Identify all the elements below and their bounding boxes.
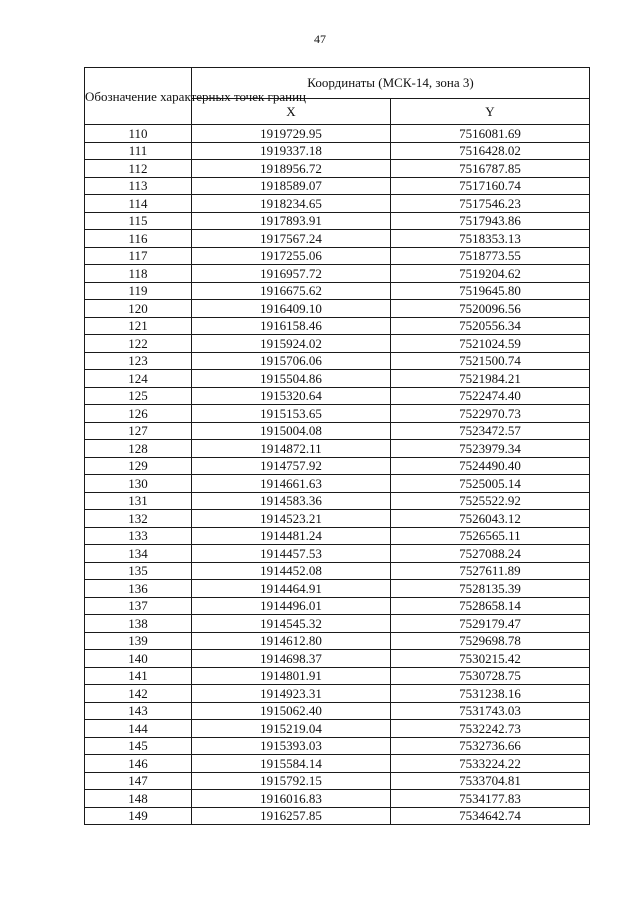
x-coordinate-cell: 1918956.72 (192, 160, 391, 178)
y-coordinate-cell: 7531238.16 (391, 685, 590, 703)
x-coordinate-cell: 1916409.10 (192, 300, 391, 318)
point-id-cell: 115 (85, 212, 192, 230)
y-coordinate-cell: 7517160.74 (391, 177, 590, 195)
table-row (85, 230, 590, 248)
table-row (85, 125, 590, 143)
header-x: X (192, 98, 391, 124)
table-row (85, 650, 590, 668)
point-id-cell: 113 (85, 177, 192, 195)
x-coordinate-cell: 1914496.01 (192, 597, 391, 615)
table-row (85, 212, 590, 230)
y-coordinate-cell: 7517943.86 (391, 212, 590, 230)
x-coordinate-cell: 1915393.03 (192, 737, 391, 755)
table-row (85, 720, 590, 738)
table-row (85, 562, 590, 580)
x-coordinate-cell: 1915320.64 (192, 387, 391, 405)
y-coordinate-cell: 7520556.34 (391, 317, 590, 335)
y-coordinate-cell: 7519204.62 (391, 265, 590, 283)
x-coordinate-cell: 1914872.11 (192, 440, 391, 458)
point-id-cell: 132 (85, 510, 192, 528)
x-coordinate-cell: 1916158.46 (192, 317, 391, 335)
x-coordinate-cell: 1917567.24 (192, 230, 391, 248)
y-coordinate-cell: 7534177.83 (391, 790, 590, 808)
point-id-cell: 148 (85, 790, 192, 808)
table-row (85, 300, 590, 318)
x-coordinate-cell: 1914698.37 (192, 650, 391, 668)
point-id-cell: 139 (85, 632, 192, 650)
x-coordinate-cell: 1915153.65 (192, 405, 391, 423)
y-coordinate-cell: 7527088.24 (391, 545, 590, 563)
y-coordinate-cell: 7521024.59 (391, 335, 590, 353)
table-row (85, 702, 590, 720)
point-id-cell: 130 (85, 475, 192, 493)
x-coordinate-cell: 1914481.24 (192, 527, 391, 545)
y-coordinate-cell: 7529179.47 (391, 615, 590, 633)
x-coordinate-cell: 1914583.36 (192, 492, 391, 510)
y-coordinate-cell: 7528658.14 (391, 597, 590, 615)
table-row (85, 160, 590, 178)
x-coordinate-cell: 1915924.02 (192, 335, 391, 353)
y-coordinate-cell: 7519645.80 (391, 282, 590, 300)
point-id-cell: 123 (85, 352, 192, 370)
y-coordinate-cell: 7517546.23 (391, 195, 590, 213)
table-row (85, 545, 590, 563)
table-row (85, 755, 590, 773)
table-row (85, 440, 590, 458)
table-row (85, 527, 590, 545)
x-coordinate-cell: 1917893.91 (192, 212, 391, 230)
y-coordinate-cell: 7518353.13 (391, 230, 590, 248)
point-id-cell: 112 (85, 160, 192, 178)
table-row (85, 317, 590, 335)
x-coordinate-cell: 1915792.15 (192, 772, 391, 790)
table-row (85, 387, 590, 405)
table-row (85, 195, 590, 213)
y-coordinate-cell: 7532736.66 (391, 737, 590, 755)
point-id-cell: 125 (85, 387, 192, 405)
x-coordinate-cell: 1918589.07 (192, 177, 391, 195)
point-id-cell: 146 (85, 755, 192, 773)
x-coordinate-cell: 1915219.04 (192, 720, 391, 738)
y-coordinate-cell: 7528135.39 (391, 580, 590, 598)
table-row (85, 405, 590, 423)
point-id-cell: 114 (85, 195, 192, 213)
point-id-cell: 135 (85, 562, 192, 580)
point-id-cell: 119 (85, 282, 192, 300)
point-id-cell: 129 (85, 457, 192, 475)
table-row (85, 580, 590, 598)
y-coordinate-cell: 7516428.02 (391, 142, 590, 160)
table-row (85, 370, 590, 388)
table-row (85, 615, 590, 633)
header-coordinates: Координаты (МСК-14, зона 3) (192, 68, 590, 99)
table-row (85, 335, 590, 353)
x-coordinate-cell: 1915504.86 (192, 370, 391, 388)
point-id-cell: 126 (85, 405, 192, 423)
table-row (85, 457, 590, 475)
point-id-cell: 138 (85, 615, 192, 633)
point-id-cell: 131 (85, 492, 192, 510)
coordinates-table (84, 67, 590, 825)
x-coordinate-cell: 1918234.65 (192, 195, 391, 213)
table-row (85, 667, 590, 685)
y-coordinate-cell: 7533224.22 (391, 755, 590, 773)
point-id-cell: 149 (85, 807, 192, 825)
table-body (85, 125, 590, 825)
x-coordinate-cell: 1919337.18 (192, 142, 391, 160)
point-id-cell: 133 (85, 527, 192, 545)
point-id-cell: 110 (85, 125, 192, 143)
table-row (85, 492, 590, 510)
y-coordinate-cell: 7529698.78 (391, 632, 590, 650)
x-coordinate-cell: 1915706.06 (192, 352, 391, 370)
y-coordinate-cell: 7531743.03 (391, 702, 590, 720)
x-coordinate-cell: 1914612.80 (192, 632, 391, 650)
table-row (85, 142, 590, 160)
x-coordinate-cell: 1914523.21 (192, 510, 391, 528)
point-id-cell: 145 (85, 737, 192, 755)
table-row (85, 422, 590, 440)
point-id-cell: 142 (85, 685, 192, 703)
point-id-cell: 120 (85, 300, 192, 318)
point-id-cell: 140 (85, 650, 192, 668)
y-coordinate-cell: 7527611.89 (391, 562, 590, 580)
table-row (85, 632, 590, 650)
point-id-cell: 141 (85, 667, 192, 685)
point-id-cell: 116 (85, 230, 192, 248)
point-id-cell: 118 (85, 265, 192, 283)
y-coordinate-cell: 7523472.57 (391, 422, 590, 440)
table-row (85, 475, 590, 493)
point-id-cell: 127 (85, 422, 192, 440)
x-coordinate-cell: 1914452.08 (192, 562, 391, 580)
x-coordinate-cell: 1914545.32 (192, 615, 391, 633)
point-id-cell: 128 (85, 440, 192, 458)
header-point-id: Обозначение характерных точек границ (85, 68, 192, 125)
x-coordinate-cell: 1914801.91 (192, 667, 391, 685)
point-id-cell: 134 (85, 545, 192, 563)
point-id-cell: 124 (85, 370, 192, 388)
point-id-cell: 117 (85, 247, 192, 265)
point-id-cell: 147 (85, 772, 192, 790)
y-coordinate-cell: 7518773.55 (391, 247, 590, 265)
y-coordinate-cell: 7534642.74 (391, 807, 590, 825)
table-row (85, 685, 590, 703)
y-coordinate-cell: 7525005.14 (391, 475, 590, 493)
y-coordinate-cell: 7520096.56 (391, 300, 590, 318)
table-row (85, 282, 590, 300)
y-coordinate-cell: 7522970.73 (391, 405, 590, 423)
table-row (85, 790, 590, 808)
y-coordinate-cell: 7521500.74 (391, 352, 590, 370)
x-coordinate-cell: 1915584.14 (192, 755, 391, 773)
page-number: 47 (314, 32, 326, 46)
x-coordinate-cell: 1916675.62 (192, 282, 391, 300)
point-id-cell: 122 (85, 335, 192, 353)
y-coordinate-cell: 7516081.69 (391, 125, 590, 143)
point-id-cell: 143 (85, 702, 192, 720)
table-row (85, 807, 590, 825)
point-id-cell: 144 (85, 720, 192, 738)
x-coordinate-cell: 1916957.72 (192, 265, 391, 283)
x-coordinate-cell: 1914923.31 (192, 685, 391, 703)
table-row (85, 265, 590, 283)
table-row (85, 247, 590, 265)
point-id-cell: 137 (85, 597, 192, 615)
y-coordinate-cell: 7526565.11 (391, 527, 590, 545)
header-y: Y (391, 98, 590, 124)
y-coordinate-cell: 7530215.42 (391, 650, 590, 668)
y-coordinate-cell: 7532242.73 (391, 720, 590, 738)
table-row (85, 737, 590, 755)
x-coordinate-cell: 1914661.63 (192, 475, 391, 493)
point-id-cell: 136 (85, 580, 192, 598)
y-coordinate-cell: 7526043.12 (391, 510, 590, 528)
table-row (85, 772, 590, 790)
x-coordinate-cell: 1915062.40 (192, 702, 391, 720)
x-coordinate-cell: 1914757.92 (192, 457, 391, 475)
point-id-cell: 121 (85, 317, 192, 335)
point-id-cell: 111 (85, 142, 192, 160)
x-coordinate-cell: 1916016.83 (192, 790, 391, 808)
x-coordinate-cell: 1914457.53 (192, 545, 391, 563)
x-coordinate-cell: 1919729.95 (192, 125, 391, 143)
x-coordinate-cell: 1914464.91 (192, 580, 391, 598)
y-coordinate-cell: 7533704.81 (391, 772, 590, 790)
table-row (85, 352, 590, 370)
x-coordinate-cell: 1917255.06 (192, 247, 391, 265)
y-coordinate-cell: 7521984.21 (391, 370, 590, 388)
y-coordinate-cell: 7524490.40 (391, 457, 590, 475)
y-coordinate-cell: 7523979.34 (391, 440, 590, 458)
x-coordinate-cell: 1915004.08 (192, 422, 391, 440)
y-coordinate-cell: 7516787.85 (391, 160, 590, 178)
table-row (85, 597, 590, 615)
x-coordinate-cell: 1916257.85 (192, 807, 391, 825)
table-row (85, 177, 590, 195)
y-coordinate-cell: 7522474.40 (391, 387, 590, 405)
y-coordinate-cell: 7525522.92 (391, 492, 590, 510)
table-row (85, 510, 590, 528)
y-coordinate-cell: 7530728.75 (391, 667, 590, 685)
